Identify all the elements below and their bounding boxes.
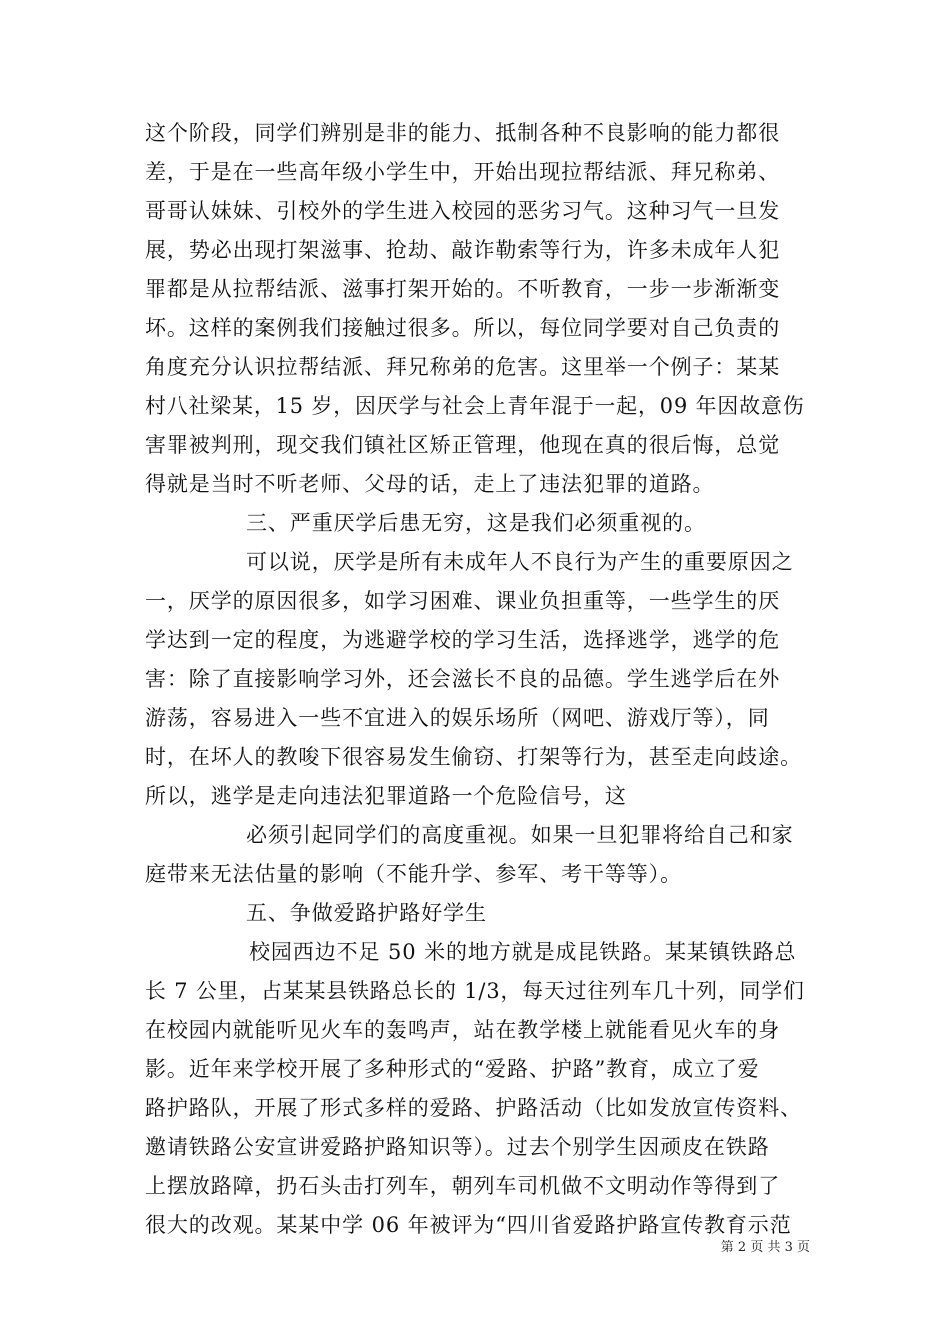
text-line: 必须引起同学们的高度重视。如果一旦犯罪将给自己和家 [246, 823, 794, 847]
text-line: 校园西边不足 50 米的地方就是成昆铁路。某某镇铁路总 [249, 940, 797, 964]
text-line: 时，在坏人的教唆下很容易发生偷窃、打架等行为，甚至走向歧途。 [145, 745, 802, 769]
text-line: 长 7 公里，占某某县铁路总长的 1/3，每天过往列车几十列，同学们 [145, 979, 805, 1003]
text-line: 影。近年来学校开展了多种形式的“爱路、护路”教育，成立了爱 [145, 1057, 760, 1081]
text-line: 害：除了直接影响学习外，还会滋长不良的品德。学生逃学后在外 [145, 667, 781, 691]
text-line: 庭带来无法估量的影响（不能升学、参军、考干等等）。 [145, 862, 682, 886]
section-heading: 三、严重厌学后患无穷，这是我们必须重视的。 [246, 511, 706, 535]
page-number: 第 2 页 共 3 页 [720, 1240, 810, 1255]
text-line: 邀请铁路公安宣讲爱路护路知识等）。过去个别学生因顽皮在铁路 [145, 1135, 770, 1159]
text-line: 学达到一定的程度，为逃避学校的学习生活，选择逃学，逃学的危 [145, 628, 781, 652]
text-line: 在校园内就能听见火车的轰鸣声，站在教学楼上就能看见火车的身 [145, 1018, 781, 1042]
text-line: 哥哥认妹妹、引校外的学生进入校园的恶劣习气。这种习气一旦发 [145, 199, 781, 223]
text-line: 罪都是从拉帮结派、滋事打架开始的。不听教育，一步一步渐渐变 [145, 277, 781, 301]
text-line: 害罪被判刑，现交我们镇社区矫正管理，他现在真的很后悔，总觉 [145, 433, 781, 457]
text-line: 角度充分认识拉帮结派、拜兄称弟的危害。这里举一个例子：某某 [145, 355, 781, 379]
text-line: 游荡，容易进入一些不宜进入的娱乐场所（网吧、游戏厅等），同 [145, 706, 770, 730]
text-line: 上摆放路障，扔石头击打列车，朝列车司机做不文明动作等得到了 [145, 1174, 781, 1198]
text-line: 所以，逃学是走向违法犯罪道路一个危险信号，这 [145, 784, 627, 808]
text-line: 路护路队，开展了形式多样的爱路、护路活动（比如发放宣传资料、 [145, 1096, 802, 1120]
text-line: 可以说，厌学是所有未成年人不良行为产生的重要原因之 [246, 550, 794, 574]
section-heading: 五、争做爱路护路好学生 [246, 901, 487, 925]
text-line: 很大的改观。某某中学 06 年被评为“四川省爱路护路宣传教育示范 [145, 1213, 792, 1237]
text-line: 得就是当时不听老师、父母的话，走上了违法犯罪的道路。 [145, 472, 715, 496]
text-line: 差，于是在一些高年级小学生中，开始出现拉帮结派、拜兄称弟、 [145, 160, 781, 184]
text-line: 村八社梁某，15 岁，因厌学与社会上青年混于一起，09 年因故意伤 [145, 394, 805, 418]
text-line: 坏。这样的案例我们接触过很多。所以，每位同学要对自己负责的 [145, 316, 781, 340]
text-line: 这个阶段，同学们辨别是非的能力、抵制各种不良影响的能力都很 [145, 121, 781, 145]
text-line: 一，厌学的原因很多，如学习困难、课业负担重等，一些学生的厌 [145, 589, 781, 613]
text-line: 展，势必出现打架滋事、抢劫、敲诈勒索等行为，许多未成年人犯 [145, 238, 781, 262]
